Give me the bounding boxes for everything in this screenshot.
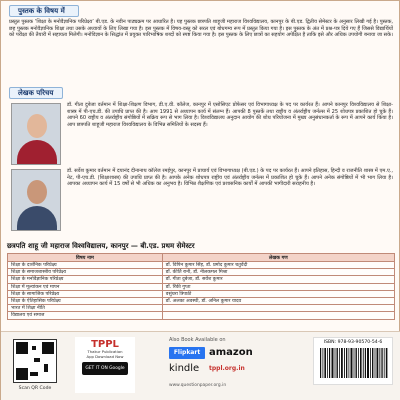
table-row [8, 312, 395, 319]
table-row [8, 297, 395, 304]
qr-code[interactable] [13, 339, 57, 383]
table-row [8, 283, 395, 290]
authors-cell: डॉ. अलका अवस्थी, डॉ. अनिल कुमार यादव [162, 297, 394, 304]
authors-cell: डॉ. गीता दुबेजा, डॉ. सर्वेश कुमार [162, 276, 394, 283]
also-available-label: Also Book Available on [169, 337, 226, 343]
subject-cell: शिक्षा के समाजशास्त्रीय परिप्रेक्ष्य [8, 269, 163, 276]
kindle-logo[interactable]: kindle [169, 363, 200, 374]
table-row [8, 262, 395, 269]
subject-cell: भारत में शिक्षा नीति [8, 305, 163, 312]
authors-cell [162, 305, 394, 312]
author-photo-2 [11, 169, 61, 231]
isbn-barcode [313, 337, 393, 385]
author-2-bio: डॉ. सर्वेश कुमार वर्तमान में दयानंद दीनानाथ कॉलेज रमईपुर, कानपुर में प्राचार्य एवं विभागाध्यक्ष (बी.एड.) के पद पर कार्यरत हैं। आपने इतिहास, हिन्दी व राजनीति शास्त्र में एम.ए., नेट, पी-एच.डी. (शिक्षाशास्त्र) की उपाधि प्राप्त की है। आपके अनेक शोधपत्र राष्ट्रीय एवं अंतर्राष्ट्रीय जर्नल्स में प्रकाशित हो चुके हैं। आपने अनेक संगोष्ठियों में भी भाग लिया है। आपका अध्यापन कार्य में 15 वर्षों से भी अधिक का अनुभव है। विभिन्न शैक्षणिक एवं प्रशासनिक कार्यों में आपकी भागीदारी सराहनीय है। [67, 168, 393, 188]
subject-cell: शिक्षा में मूल्यांकन एवं मापन [8, 283, 163, 290]
author-1-bio: डॉ. गीता दुबेजा वर्तमान में शिक्षा-शिक्षण विभाग, डी.ए.वी. कॉलेज, कानपुर में एसोसिएट प्रोफेसर एवं विभागाध्यक्ष के पद पर कार्यरत हैं। आपने कानपुर विश्वविद्यालय से शिक्षा-शास्त्र में पी-एच.डी. की उपाधि प्राप्त की है। आप 1991 से अध्यापन कार्य में संलग्न हैं। आपकी 8 पुस्तकें तथा राष्ट्रीय व अंतर्राष्ट्रीय जर्नल्स में 25 शोधपत्र प्रकाशित हो चुके हैं। आपने 60 राष्ट्रीय व अंतर्राष्ट्रीय संगोष्ठियों में सक्रिय रूप से भाग लिया है। विश्वविद्यालय अनुदान आयोग की शोध परियोजना में मुख्य अनुसंधानकर्ता के रूप में आपने कार्य किया है। आप छत्रपति शाहूजी महाराज विश्वविद्यालय के विभिन्न समितियों के सदस्य हैं। [67, 102, 393, 128]
table-header-row [8, 254, 395, 262]
col-header-subject: विषय नाम [8, 254, 163, 262]
tppl-app-line-1: Thakur Publication [87, 349, 123, 354]
authors-cell: डॉ. विपिन कुमार सिंह, डॉ. प्रमोद कुमार चतुर्वेदी [162, 262, 394, 269]
authors-cell [162, 312, 394, 319]
tppl-app-line-2: App Download Now [86, 353, 124, 359]
question-paper-website[interactable]: www.questionpaper.org.in [169, 383, 227, 388]
authors-cell: डॉ. रिंकी गुप्ता [162, 283, 394, 290]
subject-cell: विद्यालय एवं समाज [8, 312, 163, 319]
barcode-icon [320, 348, 388, 378]
authors-cell: डॉ. कीर्ति रानी, डॉ. नीलकमल मिश्रा [162, 269, 394, 276]
subject-cell: शिक्षा के मनोवैज्ञानिक परिप्रेक्ष्य [8, 276, 163, 283]
tppl-website-link[interactable]: tppl.org.in [209, 365, 245, 372]
isbn-text: ISBN: 978-93-90570-54-6 [323, 340, 383, 345]
tppl-logo: TPPL [91, 339, 119, 350]
scan-qr-label: Scan QR Code [18, 386, 52, 391]
table-title: छत्रपति शाहू जी महाराज विश्वविद्यालय, कानपुर — बी.एड. प्रथम सेमेस्टर [7, 242, 195, 250]
table-row [8, 290, 395, 297]
col-header-authors: लेखक गण [162, 254, 394, 262]
google-play-button[interactable]: GET IT ON Google Play [82, 362, 128, 375]
section-heading-about-book: पुस्तक के विषय में [9, 5, 79, 17]
subject-cell: शिक्षा के ऐतिहासिक परिप्रेक्ष्य [8, 297, 163, 304]
flipkart-logo[interactable]: Flipkart [169, 347, 205, 359]
authors-cell: वसुंधरा त्रिपाठी [162, 290, 394, 297]
subject-cell: शिक्षा के दार्शनिक परिप्रेक्ष्य [8, 262, 163, 269]
amazon-logo[interactable]: amazon [209, 347, 253, 358]
section-heading-author-intro: लेखक परिचय [9, 87, 63, 99]
table-row [8, 305, 395, 312]
tppl-app-badge[interactable] [75, 337, 135, 393]
author-photo-1 [11, 103, 61, 165]
syllabus-table [7, 253, 395, 320]
about-book-paragraph: प्रस्तुत पुस्तक ‘शिक्षा के मनोवैज्ञानिक परिप्रेक्ष्य’ बी.एड. के नवीन पाठ्यक्रम पर आधारित है। यह पुस्तक छत्रपति शाहूजी महाराज विश्वविद्यालय, कानपुर के बी.एड. द्वितीय सेमेस्टर के अनुसार लिखी गई है। पुस्तक, छह पुस्तक मनोवैज्ञानिक शिक्षा तथा उसके अध्यायों के लिए लिखा गया है। इस पुस्तक में विषय-वस्तु को सरल एवं बोधगम्य रूप में प्रस्तुत किया गया है। इस पुस्तक के अंत में प्रश्न-पत्र दिये गए हैं जिससे विद्यार्थियों को परीक्षा की तैयारी में सहायता मिलेगी। मनोविज्ञान के सिद्धांत में प्रयुक्त पारिभाषिक शब्दों को स्पष्ट किया गया है। इस पुस्तक के लिए छात्रों का सहयोग अपेक्षित है ताकि इसे और अधिक उपयोगी बनाया जा सके। [9, 19, 393, 39]
subject-cell: शिक्षा के सामाजिक परिप्रेक्ष्य [8, 290, 163, 297]
table-row [8, 269, 395, 276]
table-row [8, 276, 395, 283]
